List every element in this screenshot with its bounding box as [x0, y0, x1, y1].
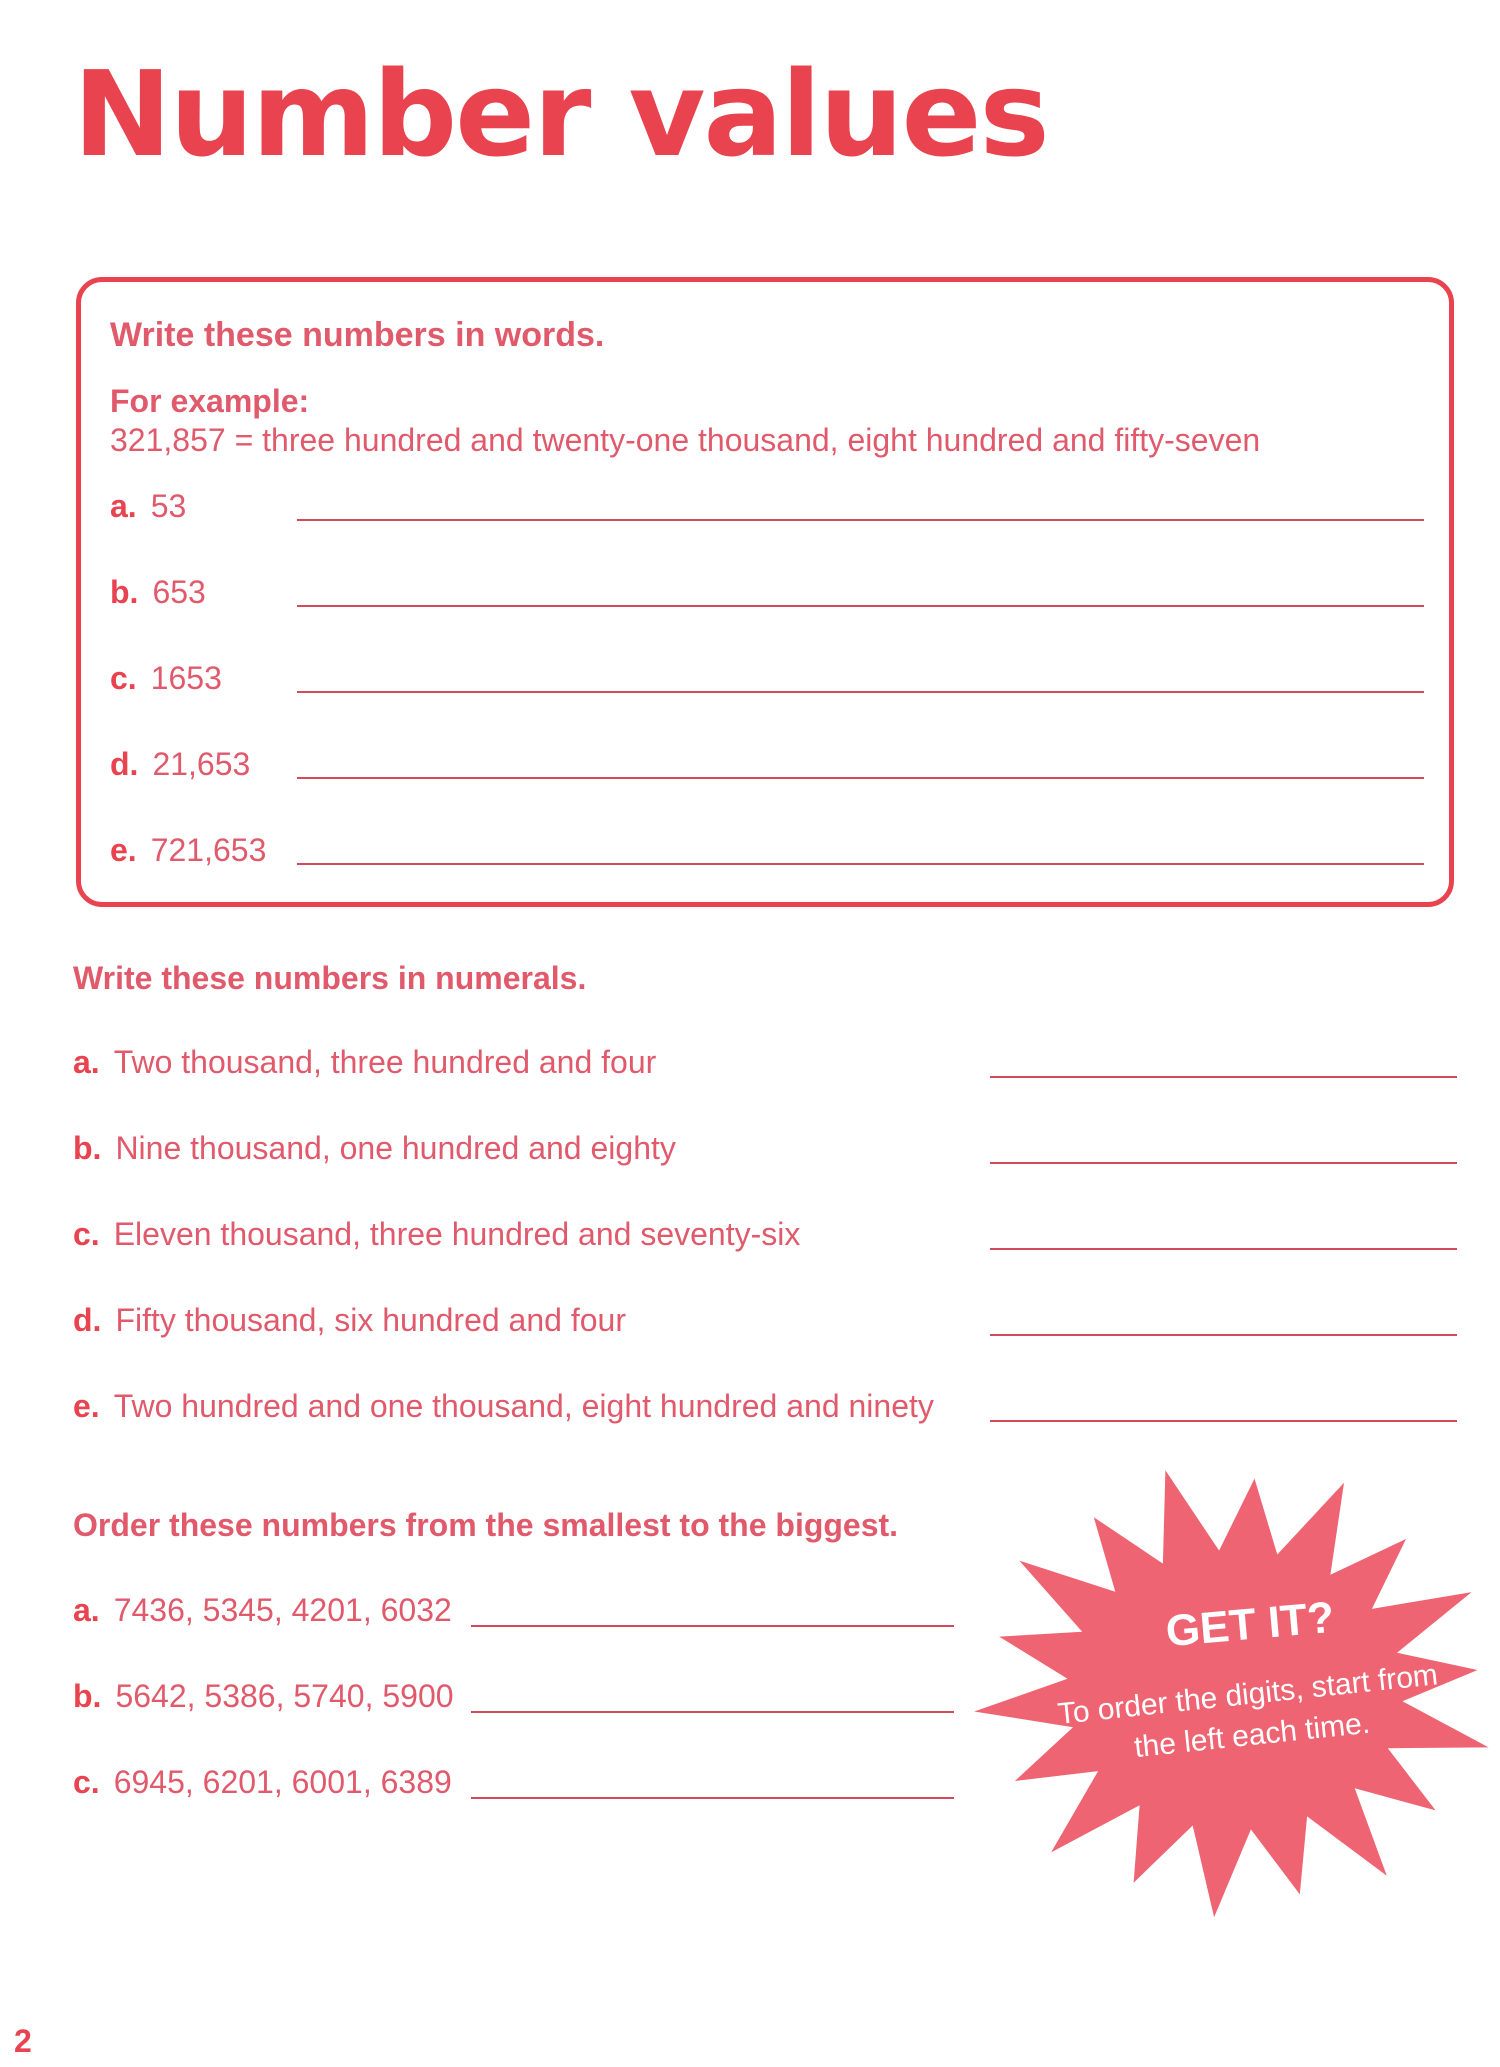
item-letter: b. [73, 1678, 102, 1714]
item-text: Two hundred and one thousand, eight hundred and ninety [113, 1388, 934, 1424]
item-letter: c. [73, 1764, 100, 1800]
item-letter: d. [73, 1302, 102, 1338]
tip-text: To order the digits, start from the left each time. [1056, 1658, 1440, 1764]
words-item-b [110, 576, 206, 608]
order-heading: Order these numbers from the smallest to the biggest. [73, 1507, 899, 1543]
order-answer-line-c[interactable] [471, 1797, 954, 1799]
item-numbers: 5642, 5386, 5740, 5900 [115, 1678, 454, 1714]
page-number: 2 [14, 2023, 32, 2059]
numerals-item-c [73, 1218, 800, 1250]
numerals-answer-line-c[interactable] [990, 1248, 1457, 1250]
item-letter: e. [73, 1388, 100, 1424]
item-letter: b. [73, 1130, 102, 1166]
item-text: Eleven thousand, three hundred and seventy-six [113, 1216, 801, 1252]
words-item-c [110, 662, 222, 694]
item-letter: d. [110, 746, 139, 782]
item-letter: a. [110, 488, 137, 524]
item-letter: e. [110, 832, 137, 868]
words-answer-line-a[interactable] [297, 519, 1424, 521]
item-number: 1653 [150, 660, 222, 696]
words-exercise-box [76, 277, 1454, 907]
words-heading: Write these numbers in words. [110, 316, 605, 354]
item-numbers: 6945, 6201, 6001, 6389 [113, 1764, 452, 1800]
numerals-answer-line-b[interactable] [990, 1162, 1457, 1164]
item-text: Fifty thousand, six hundred and four [115, 1302, 626, 1338]
page-title: Number values [73, 45, 1048, 183]
words-item-d [110, 748, 250, 780]
item-number: 53 [150, 488, 187, 524]
tip-title: GET IT? [1163, 1592, 1337, 1657]
example-label: For example: [110, 383, 310, 419]
words-answer-line-c[interactable] [297, 691, 1424, 693]
item-text: Two thousand, three hundred and four [113, 1044, 657, 1080]
item-number: 721,653 [150, 832, 267, 868]
numerals-heading: Write these numbers in numerals. [73, 960, 587, 996]
item-letter: c. [73, 1216, 100, 1252]
order-item-b [73, 1680, 454, 1712]
item-letter: a. [73, 1592, 100, 1628]
words-answer-line-b[interactable] [297, 605, 1424, 607]
order-item-c [73, 1766, 452, 1798]
numerals-answer-line-a[interactable] [990, 1076, 1457, 1078]
numerals-item-e [73, 1390, 934, 1422]
item-number: 653 [152, 574, 206, 610]
item-text: Nine thousand, one hundred and eighty [115, 1130, 676, 1166]
words-answer-line-e[interactable] [297, 863, 1424, 865]
numerals-item-b [73, 1132, 676, 1164]
words-item-a [110, 490, 186, 522]
item-letter: a. [73, 1044, 100, 1080]
words-item-e [110, 834, 266, 866]
item-letter: b. [110, 574, 139, 610]
order-item-a [73, 1594, 452, 1626]
item-numbers: 7436, 5345, 4201, 6032 [113, 1592, 452, 1628]
order-answer-line-a[interactable] [471, 1625, 954, 1627]
words-answer-line-d[interactable] [297, 777, 1424, 779]
example-text: 321,857 = three hundred and twenty-one thousand, eight hundred and fifty-seven [110, 422, 1261, 458]
numerals-answer-line-d[interactable] [990, 1334, 1457, 1336]
item-number: 21,653 [152, 746, 251, 782]
numerals-answer-line-e[interactable] [990, 1420, 1457, 1422]
item-letter: c. [110, 660, 137, 696]
numerals-item-d [73, 1304, 626, 1336]
order-answer-line-b[interactable] [471, 1711, 954, 1713]
numerals-item-a [73, 1046, 656, 1078]
